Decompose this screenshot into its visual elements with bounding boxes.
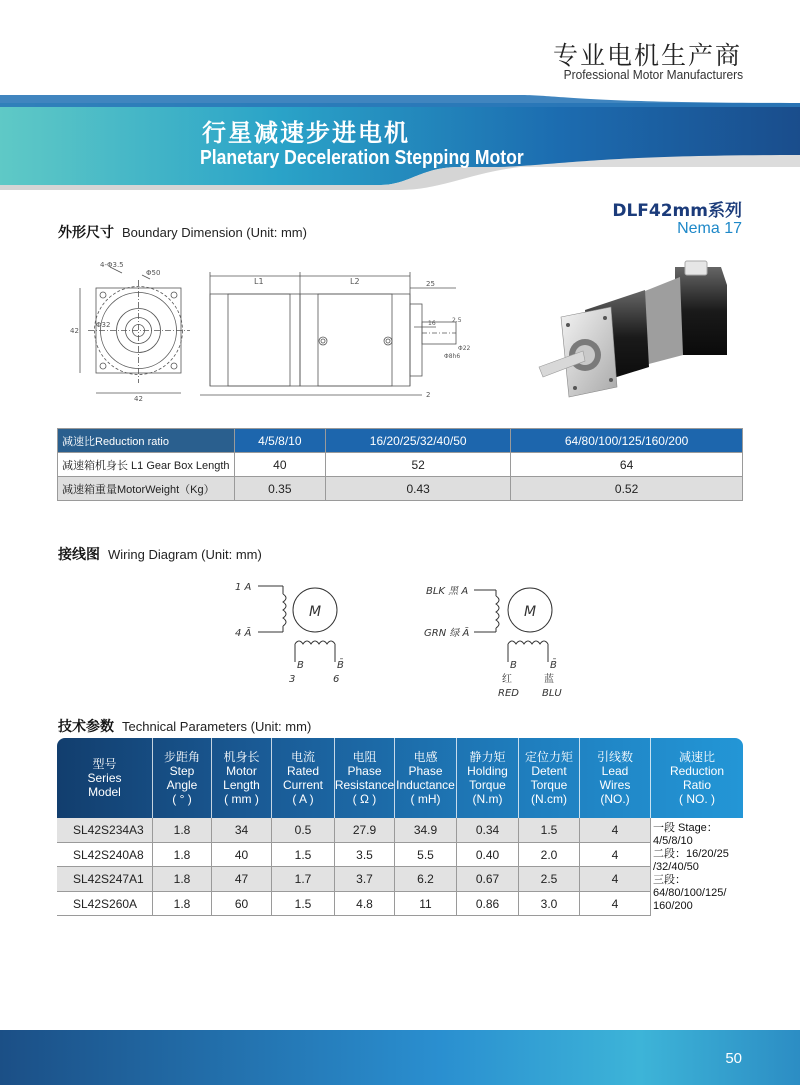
header-line: (N.m) (472, 792, 503, 806)
wire-label-blk: BLK 黑 A (426, 586, 469, 597)
header-line: 引线数 (596, 750, 633, 764)
dim-label-2-5: 2.5 (452, 317, 462, 324)
table-cell: 0.5 (272, 818, 335, 842)
header-line: 电感 (413, 750, 438, 764)
table-cell: 34 (212, 818, 272, 842)
reduction-ratio-table (57, 428, 743, 501)
header-line: Resistance (334, 778, 395, 792)
header-line: ( A ) (292, 792, 314, 806)
table-cell: 1.8 (153, 892, 212, 916)
ratio-line: 64/80/100/125/ (653, 887, 727, 899)
motor-product-image (525, 255, 740, 420)
model-cell: SL42S260A (57, 892, 153, 916)
header-line: Rated (286, 764, 320, 778)
table-cell: 4 (580, 867, 651, 891)
row-label: 减速箱重量MotorWeight（Kg） (58, 477, 235, 501)
table-cell: 40 (234, 453, 326, 477)
tech-table-body (57, 818, 743, 916)
tech-column-header (212, 738, 272, 818)
tech-title-cn: 技术参数 (58, 719, 114, 735)
table-cell: 1.8 (153, 867, 212, 891)
table-cell: 52 (326, 453, 511, 477)
wire-label-Bbar: B̄ (337, 660, 344, 671)
table-cell: 3.7 (335, 867, 395, 891)
table-cell: 4 (580, 818, 651, 842)
dim-label-25: 25 (426, 280, 435, 288)
wire-color-blu: BLU (542, 688, 562, 699)
header-line: ( mH) (410, 792, 441, 806)
header-line: Holding (467, 764, 508, 778)
page-title-en: Planetary Deceleration Stepping Motor (200, 147, 524, 169)
tech-table-header (57, 738, 743, 818)
dim-label-2: 2 (426, 391, 431, 399)
reduction-header-label: 减速比Reduction ratio (58, 429, 235, 453)
header-line: Current (282, 778, 323, 792)
tech-column-header (335, 738, 395, 818)
table-cell: 0.43 (326, 477, 511, 501)
table-cell: 0.40 (457, 843, 519, 867)
table-cell: 1.8 (153, 818, 212, 842)
table-cell: 60 (212, 892, 272, 916)
reduction-header-col: 16/20/25/32/40/50 (326, 429, 511, 453)
table-cell: 27.9 (335, 818, 395, 842)
wiring-diagram-right (418, 572, 578, 704)
table-cell: 40 (212, 843, 272, 867)
tech-column-header (519, 738, 580, 818)
wire-label-1A: 1 A (235, 582, 252, 593)
reduction-header-col: 64/80/100/125/160/200 (511, 429, 743, 453)
table-cell: 2.0 (519, 843, 580, 867)
header-line: 电阻 (352, 750, 377, 764)
table-cell: 0.34 (457, 818, 519, 842)
table-row (57, 892, 651, 916)
header-line: ( NO. ) (679, 792, 715, 806)
model-cell: SL42S240A8 (57, 843, 153, 867)
header-line: Torque (469, 778, 506, 792)
header-line: 定位力矩 (524, 750, 573, 764)
table-cell: 2.5 (519, 867, 580, 891)
table-cell: 11 (395, 892, 457, 916)
ratio-line: 二段：16/20/25 (653, 848, 729, 860)
wiring-title-cn: 接线图 (58, 547, 100, 563)
wiring-diagram-left (225, 572, 365, 690)
dim-label-16: 16 (428, 320, 436, 327)
table-cell: 3.0 (519, 892, 580, 916)
table-cell: 5.5 (395, 843, 457, 867)
table-cell: 64 (511, 453, 743, 477)
tech-column-header (651, 738, 743, 818)
header-line: Phase (347, 764, 382, 778)
row-divider (57, 915, 651, 916)
wire-label-grn: GRN 绿 Ā (424, 628, 470, 639)
front-view-drawing (60, 255, 200, 405)
dimension-title-en: Boundary Dimension (Unit: mm) (122, 225, 307, 240)
header-line: ( mm ) (224, 792, 259, 806)
wire-number-3: 3 (289, 674, 296, 685)
footer-bar (0, 1030, 800, 1085)
reduction-ratio-cell (651, 818, 743, 916)
table-cell: 4.8 (335, 892, 395, 916)
ratio-line: 一段 Stage： (653, 822, 718, 834)
table-row (58, 477, 743, 501)
header-line: Step (169, 764, 195, 778)
wire-label-Bbar: B̄ (550, 660, 557, 671)
dim-label-L1: L1 (254, 277, 264, 286)
table-cell: 4 (580, 892, 651, 916)
table-row (57, 818, 651, 842)
dim-label-42-horizontal: 42 (134, 395, 143, 403)
table-cell: 1.5 (519, 818, 580, 842)
motor-symbol-label: M (309, 604, 322, 620)
header-line: Reduction (669, 764, 725, 778)
header-line: Wires (599, 778, 631, 792)
model-cell: SL42S247A1 (57, 867, 153, 891)
table-cell: 6.2 (395, 867, 457, 891)
table-cell: 1.5 (272, 892, 335, 916)
page-title-cn: 行星减速步进电机 (202, 119, 410, 147)
wire-label-B: B (510, 660, 517, 671)
header-line: (NO.) (600, 792, 630, 806)
header-line: ( Ω ) (352, 792, 377, 806)
table-cell: 0.86 (457, 892, 519, 916)
tech-column-header (457, 738, 519, 818)
table-cell: 3.5 (335, 843, 395, 867)
table-cell: 0.52 (511, 477, 743, 501)
table-cell: 0.35 (234, 477, 326, 501)
table-cell: 47 (212, 867, 272, 891)
wire-label-B: B (297, 660, 304, 671)
ratio-line: 三段： (653, 874, 686, 886)
model-cell: SL42S234A3 (57, 818, 153, 842)
ratio-line: 160/200 (653, 900, 693, 912)
table-row (57, 867, 651, 891)
wire-color-red-cn: 红 (502, 674, 512, 685)
header-line: Motor (226, 764, 257, 778)
tech-title-en: Technical Parameters (Unit: mm) (122, 719, 312, 734)
tech-column-header (580, 738, 651, 818)
tech-heading (58, 716, 311, 736)
header-line: 机身长 (223, 750, 260, 764)
header-line: 减速比 (678, 750, 715, 764)
dim-label-L2: L2 (350, 277, 360, 286)
dim-label-phi22: Φ22 (458, 345, 470, 352)
wire-color-red: RED (498, 688, 519, 699)
series-nema: Nema 17 (677, 220, 742, 237)
dimension-heading (58, 222, 307, 242)
table-cell: 34.9 (395, 818, 457, 842)
header-line: (N.cm) (531, 792, 567, 806)
header-line: ( ° ) (172, 792, 192, 806)
header-line: Ratio (682, 778, 711, 792)
header-line: Inductance (396, 778, 455, 792)
wiring-heading (58, 544, 262, 564)
tech-params-table (57, 738, 743, 916)
header-line: 电流 (290, 750, 315, 764)
header-line: 静力矩 (469, 750, 506, 764)
header-line: 型号 (92, 757, 117, 771)
dim-label-holes: 4-Φ3.5 (100, 261, 124, 269)
header-line: 步距角 (163, 750, 200, 764)
table-cell: 1.8 (153, 843, 212, 867)
header-line: Torque (530, 778, 568, 792)
series-name: DLF42mm系列 (612, 201, 742, 221)
header-line: Lead (601, 764, 629, 778)
header-line: Model (88, 785, 121, 799)
page-number: 50 (725, 1050, 742, 1067)
ratio-line: 4/5/8/10 (653, 835, 693, 847)
motor-symbol-label: M (524, 604, 537, 620)
header-line: Angle (166, 778, 198, 792)
header-line: Detent (531, 764, 567, 778)
company-name-en: Professional Motor Manufacturers (563, 67, 743, 82)
reduction-header-col: 4/5/8/10 (234, 429, 326, 453)
tech-column-header (272, 738, 335, 818)
header-line: Length (223, 778, 260, 792)
wire-color-blu-cn: 蓝 (544, 674, 554, 685)
company-name-cn: 专业电机生产商 (552, 41, 742, 70)
dim-label-phi8h6: Φ8h6 (444, 353, 461, 360)
reduction-table-header (58, 429, 743, 453)
dim-label-phi32: Φ32 (96, 321, 111, 329)
row-label: 减速箱机身长 L1 Gear Box Length (58, 453, 235, 477)
tech-column-header (57, 738, 153, 818)
header-line: Series (87, 771, 122, 785)
table-row (58, 453, 743, 477)
header-line: Phase (408, 764, 443, 778)
table-cell: 4 (580, 843, 651, 867)
tech-column-header (395, 738, 457, 818)
ratio-line: /32/40/50 (653, 861, 699, 873)
tech-column-header (153, 738, 212, 818)
wire-number-6: 6 (333, 674, 340, 685)
wire-label-4A: 4 Ā (235, 628, 252, 639)
table-cell: 1.7 (272, 867, 335, 891)
table-row (57, 843, 651, 867)
dim-label-42-vertical: 42 (70, 327, 79, 335)
wiring-title-en: Wiring Diagram (Unit: mm) (108, 547, 262, 562)
table-cell: 0.67 (457, 867, 519, 891)
table-cell: 1.5 (272, 843, 335, 867)
dimension-title-cn: 外形尺寸 (58, 225, 114, 241)
dim-label-phi50: Φ50 (146, 269, 161, 277)
side-view-drawing (200, 270, 470, 405)
